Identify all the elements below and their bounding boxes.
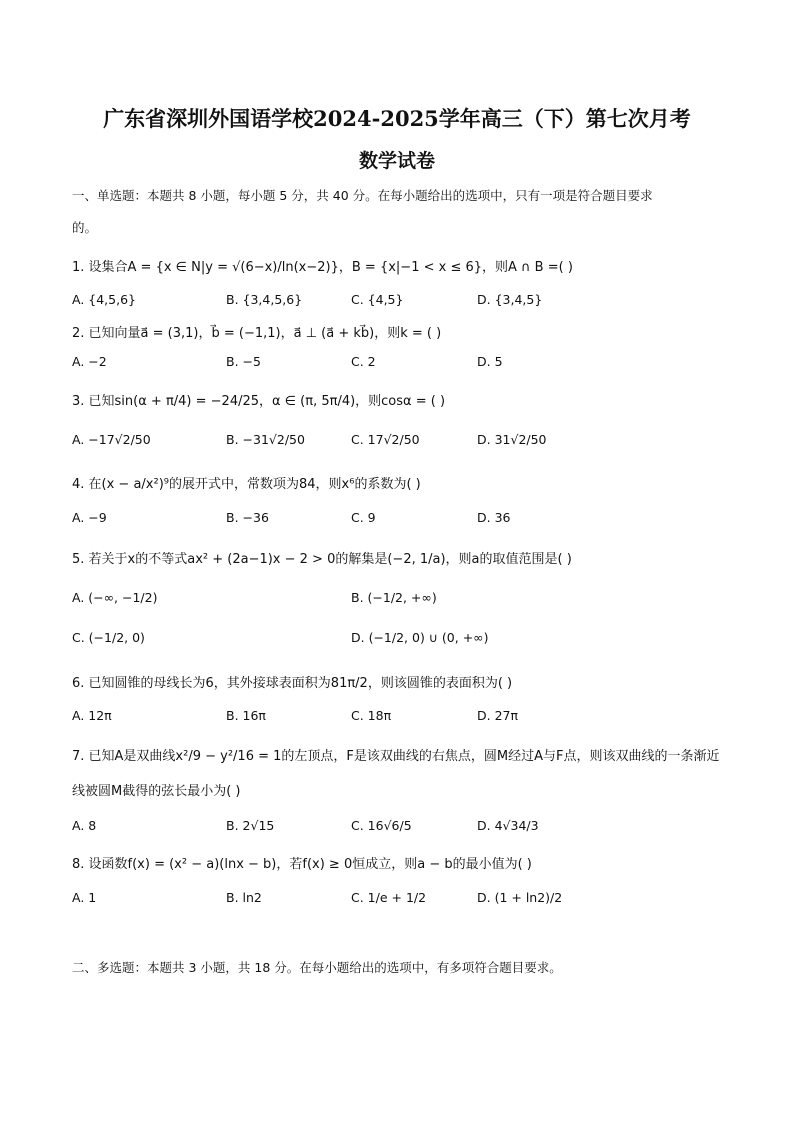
question-4-option-b: B. −36: [226, 510, 269, 525]
question-4-option-d: D. 36: [477, 510, 511, 525]
question-1-option-a: A. {4,5,6}: [72, 292, 136, 307]
question-2-option-a: A. −2: [72, 354, 107, 369]
question-6-option-a: A. 12π: [72, 708, 112, 723]
question-8-stem: 8. 设函数f(x) = (x² − a)(lnx − b)，若f(x) ≥ 0恒成立，则a − b的最小值为( ): [72, 857, 532, 872]
question-8-option-c: C. 1/e + 1/2: [351, 890, 427, 905]
question-8-option-a: A. 1: [72, 890, 97, 905]
question-4-option-a: A. −9: [72, 510, 107, 525]
question-3-option-d: D. 31√2/50: [477, 432, 547, 447]
question-7-option-b: B. 2√15: [226, 818, 275, 833]
question-7-option-a: A. 8: [72, 818, 97, 833]
question-6-option-b: B. 16π: [226, 708, 266, 723]
question-3-stem: 3. 已知sin(α + π/4) = −24/25，α ∈ (π, 5π/4)，则cosα = ( ): [72, 394, 446, 409]
question-4-option-c: C. 9: [351, 510, 376, 525]
section1-heading: 一、单选题：本题共 8 小题，每小题 5 分，共 40 分。在每小题给出的选项中，只有一项是符合题目要求: [72, 188, 653, 203]
question-7-stem: 7. 已知A是双曲线x²/9 − y²/16 = 1的左顶点，F是该双曲线的右焦点，圆M经过A与F点，则该双曲线的一条渐近: [72, 749, 720, 764]
question-8-option-b: B. ln2: [226, 890, 262, 905]
question-5-stem: 5. 若关于x的不等式ax² + (2a−1)x − 2 > 0的解集是(−2, 1/a)，则a的取值范围是( ): [72, 552, 572, 567]
question-5-option-c: C. (−1/2, 0): [72, 630, 145, 645]
question-6-stem: 6. 已知圆锥的母线长为6，其外接球表面积为81π/2，则该圆锥的表面积为( ): [72, 676, 513, 691]
question-2-option-c: C. 2: [351, 354, 376, 369]
question-6-option-d: D. 27π: [477, 708, 519, 723]
question-5-option-a: A. (−∞, −1/2): [72, 590, 158, 605]
question-1-option-c: C. {4,5}: [351, 292, 404, 307]
question-7-option-c: C. 16√6/5: [351, 818, 412, 833]
question-1-option-d: D. {3,4,5}: [477, 292, 543, 307]
question-5-option-d: D. (−1/2, 0) ∪ (0, +∞): [351, 630, 489, 645]
question-2-option-d: D. 5: [477, 354, 503, 369]
question-6-option-c: C. 18π: [351, 708, 392, 723]
question-2-option-b: B. −5: [226, 354, 261, 369]
question-7-stem-cont: 线被圆M截得的弦长最小为( ): [72, 784, 241, 799]
section2-heading: 二、多选题：本题共 3 小题，共 18 分。在每小题给出的选项中，有多项符合题目要求。: [72, 960, 562, 975]
question-5-option-b: B. (−1/2, +∞): [351, 590, 437, 605]
page-subtitle: 数学试卷: [358, 150, 435, 172]
question-8-option-d: D. (1 + ln2)/2: [477, 890, 563, 905]
question-3-option-c: C. 17√2/50: [351, 432, 420, 447]
question-7-option-d: D. 4√34/3: [477, 818, 539, 833]
page-title: 广东省深圳外国语学校2024-2025学年高三（下）第七次月考: [103, 106, 691, 131]
section1-heading-cont: 的。: [72, 220, 98, 235]
question-3-option-b: B. −31√2/50: [226, 432, 305, 447]
question-1-stem: 1. 设集合A = {x ∈ N|y = √(6−x)/ln(x−2)}，B = {x|−1 < x ≤ 6}，则A ∩ B =( ): [72, 260, 573, 275]
question-3-option-a: A. −17√2/50: [72, 432, 151, 447]
question-4-stem: 4. 在(x − a/x²)⁹的展开式中，常数项为84，则x⁶的系数为( ): [72, 477, 421, 492]
question-2-stem: 2. 已知向量a⃗ = (3,1)，b⃗ = (−1,1)，a⃗ ⊥ (a⃗ + kb⃗)，则k = ( ): [72, 326, 442, 341]
question-1-option-b: B. {3,4,5,6}: [226, 292, 303, 307]
